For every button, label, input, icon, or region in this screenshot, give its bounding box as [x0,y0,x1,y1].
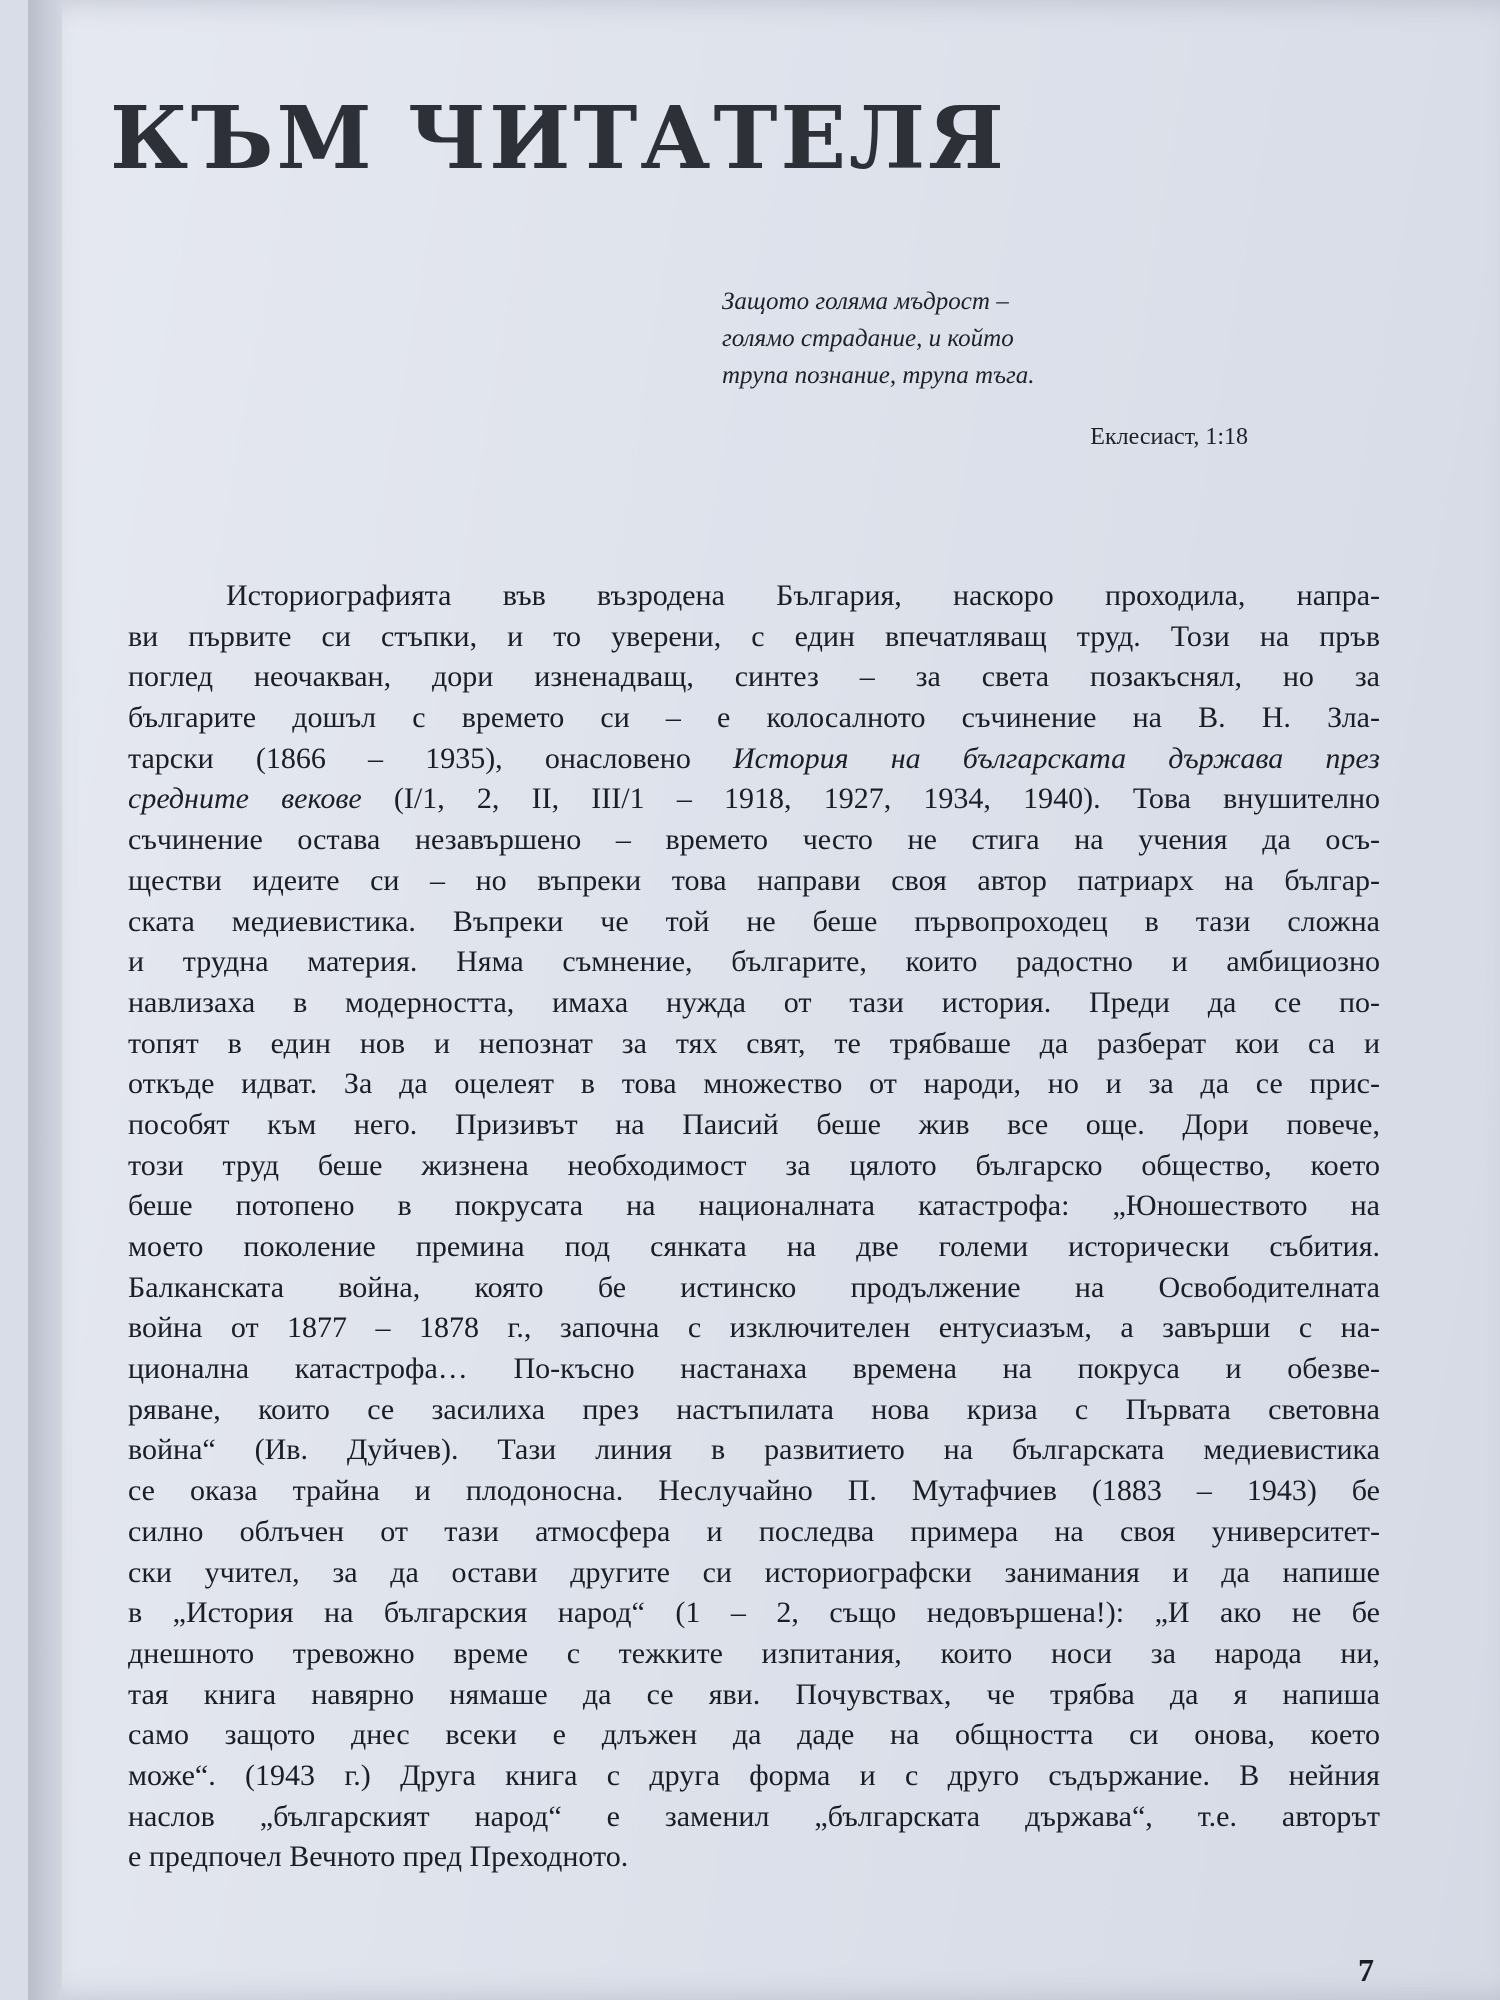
body-line: ската медиевистика. Въпреки че той не беше първопроходец в тази сложна [128,904,1380,938]
body-line: ски учител, за да остави другите си историографски занимания и да напише [128,1555,1380,1589]
body-line [128,779,1380,820]
body-line: днешното тревожно време с тежките изпитания, които носи за народа ни, [128,1636,1380,1670]
body-line: война“ (Ив. Дуйчев). Тази линия в развитието на българската медиевистика [128,1433,1380,1467]
body-line: война от 1877 – 1878 г., започна с изключителен ентусиазъм, а завърши с на- [128,1311,1380,1345]
body-line-text: тарски (1866 – 1935), онасловено [128,741,734,775]
body-line: българите дошъл с времето си – е колосалното съчинение на В. Н. Зла- [128,701,1380,735]
epigraph-line: голямо страдание, и който [722,325,1014,352]
body-line: ви първите си стъпки, и то уверени, с един впечатляващ труд. Този на пръв [128,619,1380,653]
body-line [128,739,1380,780]
body-line: наслов „българският народ“ е заменил „българската държава“, т.е. авторът [128,1799,1380,1833]
body-line: е предпочел Вечното пред Преходното. [128,1840,629,1874]
book-title-italic: средните векове [128,782,362,816]
book-spine-shadow [28,0,62,2000]
page-number: 7 [1358,1952,1374,1988]
body-line: ществи идеите си – но въпреки това направи своя автор патриарх на българ- [128,863,1380,897]
body-line: се оказа трайна и плодоносна. Неслучайно П. Мутафчиев (1883 – 1943) бе [128,1474,1380,1508]
epigraph-source: Еклесиаст, 1:18 [1090,424,1248,450]
body-line-text: (I/1, 2, II, III/1 – 1918, 1927, 1934, 1940). Това внушително [361,782,1380,816]
body-line: ционална катастрофа… По-късно настанаха времена на покруса и обезве- [128,1352,1380,1386]
body-line: топят в един нов и непознат за тях свят, те трябваше да разберат кои са и [128,1026,1380,1060]
body-line: откъде идват. За да оцелеят в това множество от народи, но и за да се прис- [128,1067,1380,1101]
body-line: този труд беше жизнена необходимост за цялото българско общество, което [128,1148,1380,1182]
book-title-italic: История на българската държава през [733,741,1380,775]
body-line: в „История на българския народ“ (1 – 2, също недовършена!): „И ако не бе [128,1596,1380,1630]
body-line: тая книга навярно нямаше да се яви. Почувствах, че трябва да я напиша [128,1677,1380,1711]
epigraph-line: трупа познание, трупа тъга. [722,362,1035,389]
body-line: поглед неочакван, дори изненадващ, синтез – за света позакъснял, но за [128,660,1380,694]
chapter-title: КЪМ ЧИТАТЕЛЯ [110,88,1007,189]
body-line: навлизаха в модерността, имаха нужда от тази история. Преди да се по- [128,985,1380,1019]
body-line: беше потопено в покрусата на националната катастрофа: „Юношеството на [128,1189,1380,1223]
epigraph-line: Защото голяма мъдрост – [722,288,1009,315]
epigraph [722,283,1242,394]
body-line: моето поколение премина под сянката на две големи исторически събития. [128,1230,1380,1263]
body-paragraph [128,576,1380,1878]
body-line: пособят към него. Призивът на Паисий беше жив все още. Дори повече, [128,1107,1380,1141]
body-line: Балканската война, която бе истинско продължение на Освободителната [128,1270,1380,1304]
body-line: само защото днес всеки е длъжен да даде на общността си онова, което [128,1718,1380,1752]
body-line: силно облъчен от тази атмосфера и последва примера на своя университет- [128,1514,1380,1548]
body-line: ряване, които се засилиха през настъпилата нова криза с Първата световна [128,1392,1380,1426]
body-line: може“. (1943 г.) Друга книга с друга форма и с друго съдържание. В нейния [128,1758,1380,1792]
body-line: и трудна материя. Няма съмнение, българите, които радостно и амбициозно [128,945,1380,979]
body-line: съчинение остава незавършено – времето често не стига на учения да осъ- [128,823,1380,857]
body-line: Историографията във възродена България, наскоро проходила, напра- [226,579,1380,612]
